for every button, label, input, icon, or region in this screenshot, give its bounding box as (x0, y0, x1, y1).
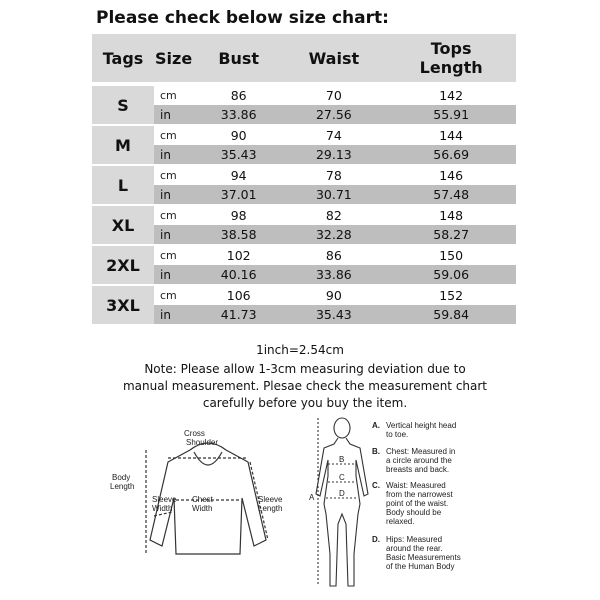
bust-cm: 102 (196, 245, 281, 265)
page-title: Please check below size chart: (96, 8, 389, 28)
text-d-4: of the Human Body (386, 562, 455, 571)
text-c-3: point of the waist. (386, 499, 449, 508)
size-tag: 3XL (92, 285, 154, 324)
length-in: 56.69 (386, 145, 516, 165)
unit-cm: cm (154, 245, 196, 265)
waist-in: 29.13 (281, 145, 386, 165)
waist-cm: 70 (281, 84, 386, 105)
table-row (92, 245, 516, 265)
text-a-2: to toe. (386, 430, 409, 439)
bust-in: 38.58 (196, 225, 281, 245)
conversion-note: 1inch=2.54cm (256, 343, 344, 357)
table-row (92, 205, 516, 225)
unit-cm: cm (154, 125, 196, 145)
text-b-2: a circle around the (386, 456, 452, 465)
unit-cm: cm (154, 285, 196, 305)
waist-cm: 78 (281, 165, 386, 185)
text-a-1: Vertical height head (386, 421, 457, 430)
size-chart-table (92, 34, 516, 324)
header-tags: Tags (92, 34, 154, 84)
bust-cm: 94 (196, 165, 281, 185)
length-cm: 142 (386, 84, 516, 105)
table-row (92, 145, 516, 165)
table-row (92, 125, 516, 145)
table-row (92, 165, 516, 185)
header-tops: Tops (430, 39, 472, 58)
text-d-3: Basic Measurements (386, 553, 461, 562)
bust-cm: 98 (196, 205, 281, 225)
table-header-row (92, 34, 516, 84)
sleeve-length-label-1: Sleeve (258, 495, 283, 504)
length-cm: 150 (386, 245, 516, 265)
table-row (92, 84, 516, 105)
body-length-label-1: Body (112, 473, 131, 482)
table-row (92, 285, 516, 305)
waist-cm: 74 (281, 125, 386, 145)
header-waist: Waist (281, 34, 386, 84)
body-length-label-2: Length (110, 482, 135, 491)
letter-a-marker: A (309, 493, 315, 502)
unit-in: in (154, 185, 196, 205)
table-row (92, 305, 516, 324)
waist-in: 33.86 (281, 265, 386, 285)
table-row (92, 225, 516, 245)
unit-cm: cm (154, 165, 196, 185)
header-tops-length (386, 34, 516, 84)
text-c-2: from the narrowest (386, 490, 453, 499)
table-row (92, 185, 516, 205)
bust-cm: 106 (196, 285, 281, 305)
unit-in: in (154, 265, 196, 285)
head-outline (334, 418, 350, 438)
shirt-measurement-diagram (108, 428, 308, 578)
chest-width-label-1: Chest (192, 495, 213, 504)
waist-in: 35.43 (281, 305, 386, 324)
length-in: 59.06 (386, 265, 516, 285)
cross-shoulder-label-1: Cross (184, 429, 205, 438)
list-letter-d: D. (372, 535, 380, 544)
size-tag: XL (92, 205, 154, 245)
length-in: 59.84 (386, 305, 516, 324)
unit-cm: cm (154, 84, 196, 105)
length-in: 57.48 (386, 185, 516, 205)
waist-in: 27.56 (281, 105, 386, 125)
length-in: 58.27 (386, 225, 516, 245)
unit-in: in (154, 305, 196, 324)
waist-cm: 90 (281, 285, 386, 305)
header-size: Size (154, 34, 196, 84)
length-cm: 144 (386, 125, 516, 145)
letter-d-marker: D (339, 489, 345, 498)
length-cm: 152 (386, 285, 516, 305)
bust-in: 41.73 (196, 305, 281, 324)
text-d-1: Hips: Measured (386, 535, 443, 544)
unit-in: in (154, 225, 196, 245)
bust-in: 37.01 (196, 185, 281, 205)
cross-shoulder-label-2: Shoulder (186, 438, 219, 447)
header-bust: Bust (196, 34, 281, 84)
text-b-3: breasts and back. (386, 465, 450, 474)
length-cm: 146 (386, 165, 516, 185)
text-d-2: around the rear. (386, 544, 443, 553)
letter-b-marker: B (339, 455, 345, 464)
text-b-1: Chest: Measured in (386, 447, 456, 456)
size-tag: S (92, 84, 154, 125)
list-letter-a: A. (372, 421, 380, 430)
letter-c-marker: C (339, 473, 345, 482)
size-tag: L (92, 165, 154, 205)
waist-cm: 82 (281, 205, 386, 225)
header-length: Length (419, 58, 483, 77)
table-row (92, 265, 516, 285)
table-row (92, 105, 516, 125)
sleeve-width-label-1: Sleeve (152, 495, 177, 504)
unit-in: in (154, 105, 196, 125)
bust-cm: 90 (196, 125, 281, 145)
text-c-1: Waist: Measured (386, 481, 446, 490)
body-measurement-diagram (306, 414, 496, 594)
unit-cm: cm (154, 205, 196, 225)
size-tag: 2XL (92, 245, 154, 285)
list-letter-b: B. (372, 447, 380, 456)
measurement-note: Note: Please allow 1-3cm measuring deviation due to manual measurement. Plesae check the measurement chart carefully before you buy the item. (122, 362, 488, 410)
bust-cm: 86 (196, 84, 281, 105)
length-in: 55.91 (386, 105, 516, 125)
list-letter-c: C. (372, 481, 380, 490)
size-tag: M (92, 125, 154, 165)
sleeve-width-label-2: Width (152, 504, 173, 513)
waist-cm: 86 (281, 245, 386, 265)
bust-in: 40.16 (196, 265, 281, 285)
chest-width-label-2: Width (192, 504, 213, 513)
unit-in: in (154, 145, 196, 165)
bust-in: 35.43 (196, 145, 281, 165)
text-c-4: Body should be (386, 508, 442, 517)
text-c-5: relaxed. (386, 517, 415, 526)
waist-in: 30.71 (281, 185, 386, 205)
length-cm: 148 (386, 205, 516, 225)
sleeve-length-label-2: Length (258, 504, 283, 513)
waist-in: 32.28 (281, 225, 386, 245)
bust-in: 33.86 (196, 105, 281, 125)
